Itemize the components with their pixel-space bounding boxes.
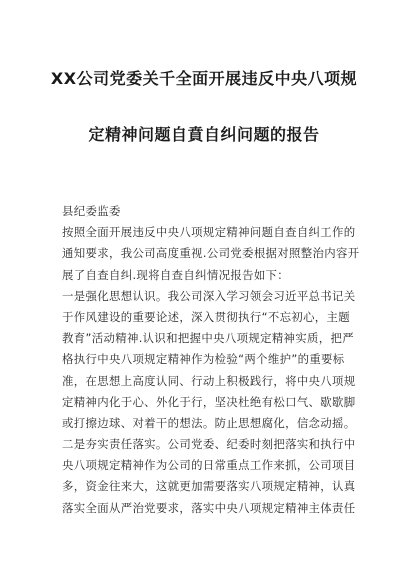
paragraph-line: 多，资金往来大，这就更加需要落实八项规定精神，认真 (62, 479, 356, 494)
paragraph-line: 教育”活动精神.认识和把握中央八项规定精神实质，把严 (62, 331, 354, 346)
paragraph-line: 一是强化思想认识。我公司深入学习领会习近平总书记关 (62, 288, 356, 303)
paragraph-line: 准，在思想上高度认同、行动上积极践行，将中央八项规 (62, 373, 356, 388)
paragraph-line: 央八项规定精神作为公司的日常重点工作来抓，公司项目 (62, 458, 356, 473)
paragraph-line: 通知要求，我公司高度重视.公司党委根据对照整治内容开 (62, 246, 360, 261)
paragraph-line: 展了自查自纠.现将自查自纠情况报告如下： (62, 267, 290, 282)
paragraph-line: 按照全面开展违反中央八项规定精神问题自查自纠工作的 (62, 225, 356, 240)
document-title-line-1: XX公司党委关千全面开展违反中央八项规 (50, 69, 358, 88)
document-body (62, 201, 360, 519)
paragraph-line: 落实全面从严治党要求，落实中央八项规定精神主体责任 (62, 500, 356, 515)
paragraph-line: 二是夯实责任落实。公司党委、纪委时刻把落实和执行中 (62, 437, 356, 452)
paragraph-line: 或打擦边球、对着干的想法。防止思想腐化，信念动摇。 (62, 415, 356, 430)
paragraph-line: 格执行中央八项规定精神作为检验“两个维护”的重要标 (62, 352, 345, 367)
paragraph-line: 定精神内化于心、外化于行，坚决杜绝有松口气、歇歇脚 (62, 394, 356, 409)
document-title-line-2: 定精神问题自賁自纠问题的报告 (88, 125, 320, 144)
addressee: 县纪委监委 (62, 204, 121, 218)
paragraph-line: 于作风建设的重要论述，深入贯彻执行“不忘初心，主题 (62, 309, 351, 324)
